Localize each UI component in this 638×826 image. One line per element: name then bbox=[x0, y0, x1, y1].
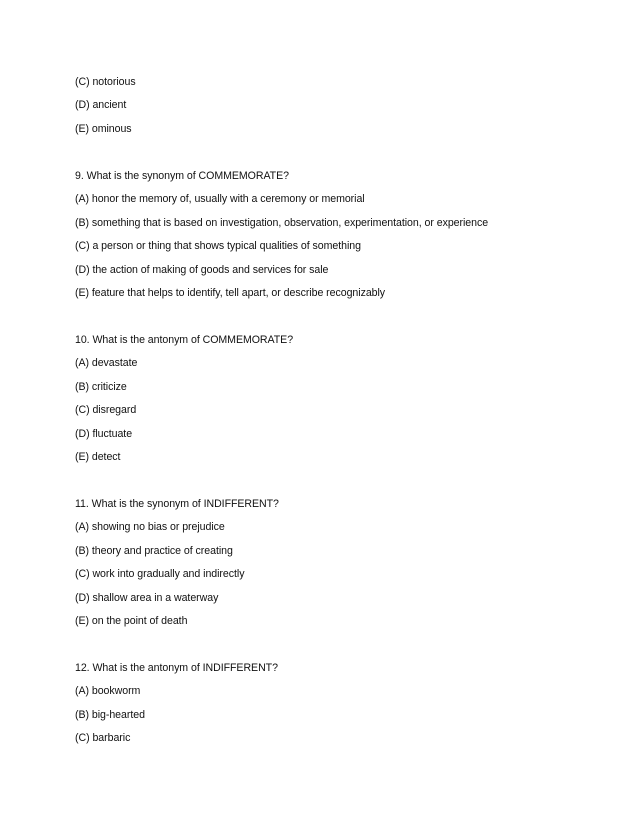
option-line: (E) detect bbox=[75, 451, 121, 463]
option-line: (D) the action of making of goods and services for sale bbox=[75, 264, 329, 276]
option-line: (E) on the point of death bbox=[75, 615, 188, 627]
option-line: (D) fluctuate bbox=[75, 428, 133, 440]
option-line: (B) big-hearted bbox=[75, 709, 145, 721]
option-line: (B) something that is based on investigation, observation, experimentation, or experience bbox=[75, 217, 489, 229]
option-line: (D) ancient bbox=[75, 99, 127, 111]
option-line: (B) theory and practice of creating bbox=[75, 545, 233, 557]
question-line: 9. What is the synonym of COMMEMORATE? bbox=[75, 170, 289, 182]
option-line: (A) honor the memory of, usually with a ceremony or memorial bbox=[75, 193, 365, 205]
option-line: (E) feature that helps to identify, tell apart, or describe recognizably bbox=[75, 287, 386, 299]
option-line: (C) a person or thing that shows typical qualities of something bbox=[75, 240, 361, 252]
option-line: (C) work into gradually and indirectly bbox=[75, 568, 245, 580]
question-line: 11. What is the synonym of INDIFFERENT? bbox=[75, 498, 279, 510]
option-line: (A) bookworm bbox=[75, 685, 141, 697]
option-line: (D) shallow area in a waterway bbox=[75, 592, 219, 604]
option-line: (C) notorious bbox=[75, 76, 136, 88]
question-line: 12. What is the antonym of INDIFFERENT? bbox=[75, 662, 278, 674]
option-line: (E) ominous bbox=[75, 123, 132, 135]
option-line: (A) devastate bbox=[75, 357, 138, 369]
option-line: (B) criticize bbox=[75, 381, 127, 393]
question-line: 10. What is the antonym of COMMEMORATE? bbox=[75, 334, 294, 346]
option-line: (C) barbaric bbox=[75, 732, 131, 744]
option-line: (C) disregard bbox=[75, 404, 137, 416]
option-line: (A) showing no bias or prejudice bbox=[75, 521, 225, 533]
